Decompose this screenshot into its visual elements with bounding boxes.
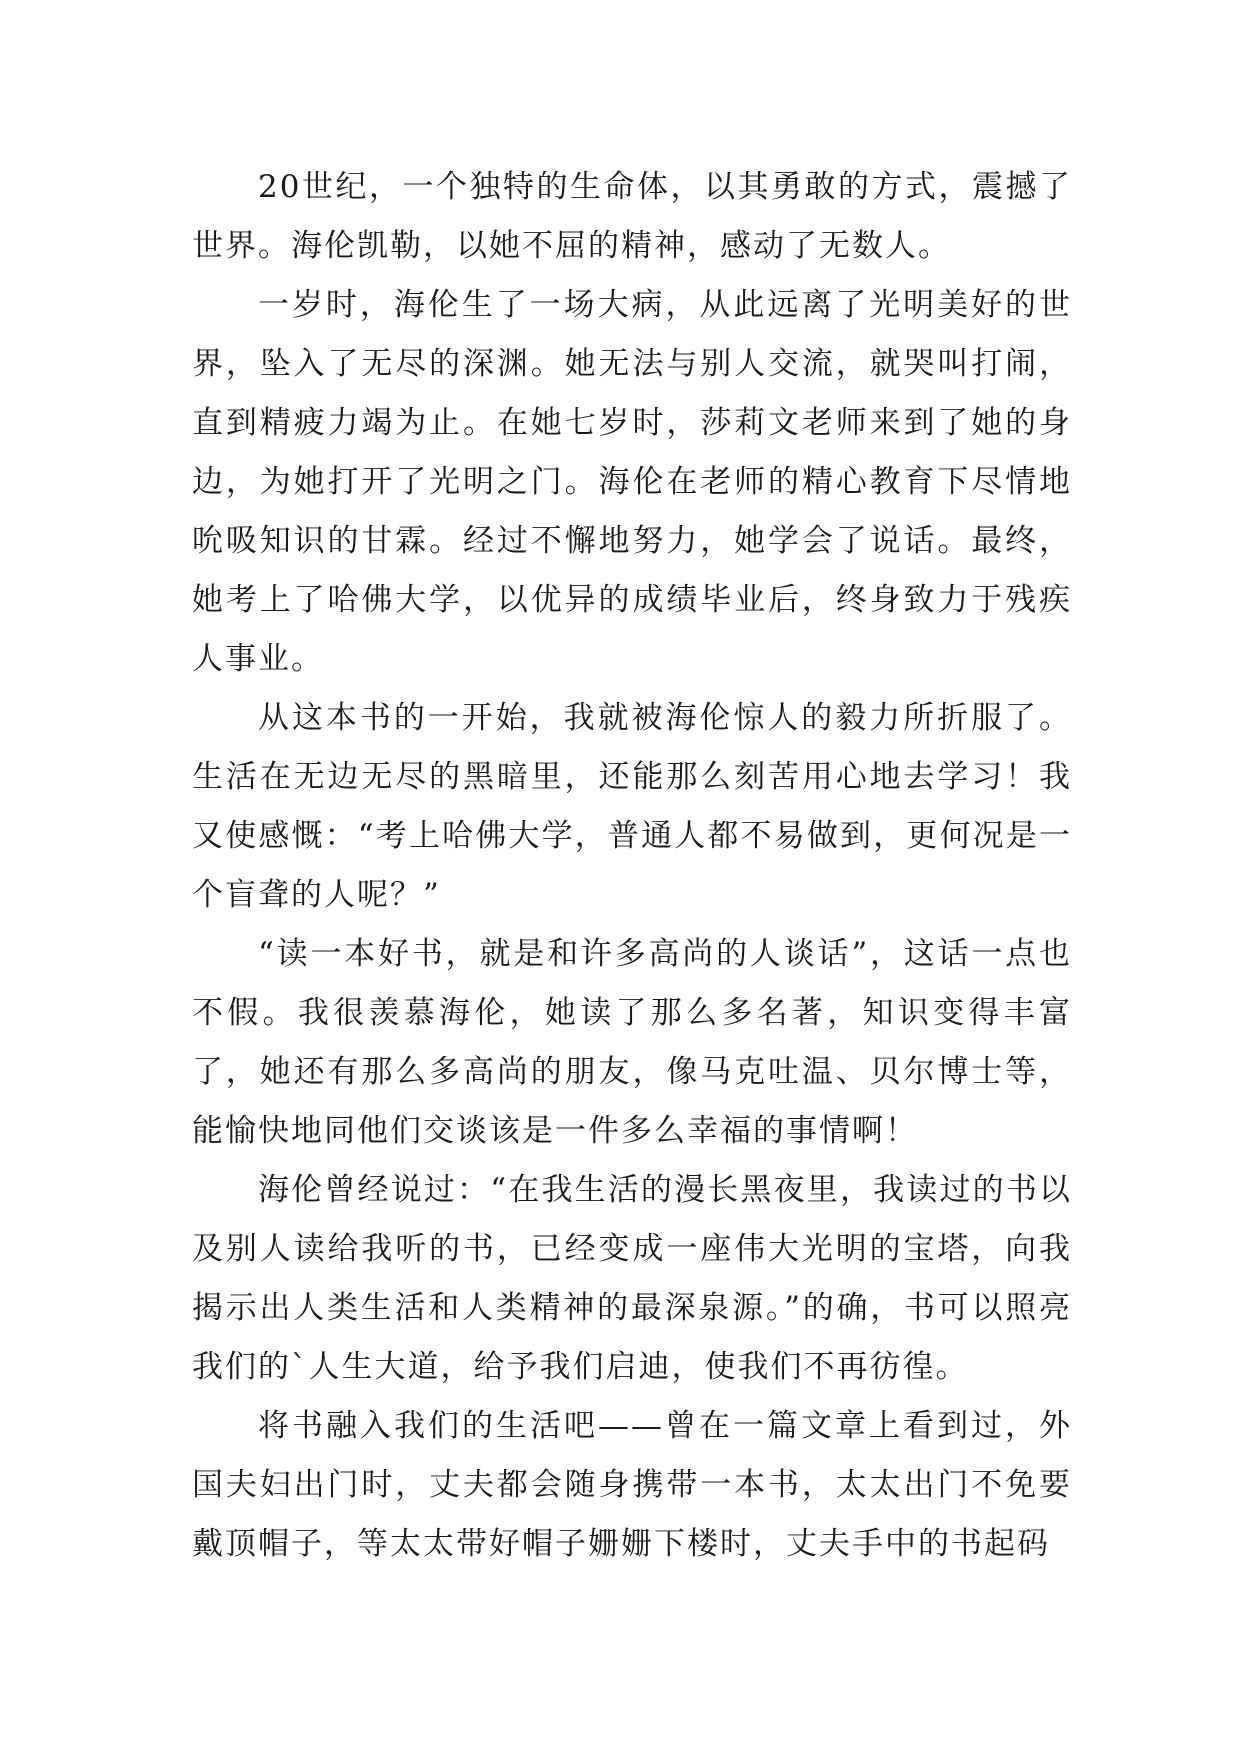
paragraph: 20世纪，一个独特的生命体，以其勇敢的方式，震撼了世界。海伦凯勒，以她不屈的精神，感动了无数人。 [192,169,1072,264]
paragraph: 一岁时，海伦生了一场大病，从此远离了光明美好的世界，坠入了无尽的深渊。她无法与别人交流，就哭叫打闹，直到精疲力竭为止。在她七岁时，莎莉文老师来到了她的身边，为她打开了光明之门。海伦在老师的精心教育下尽情地吮吸知识的甘霖。经过不懈地努力，她学会了说话。最终，她考上了哈佛大学，以优异的成绩毕业后，终身致力于残疾人事业。 [192,287,1072,677]
article-body [192,158,1072,1574]
paragraph: 将书融入我们的生活吧——曾在一篇文章上看到过，外国夫妇出门时，丈夫都会随身携带一本书，太太出门不免要戴顶帽子，等太太带好帽子姗姗下楼时，丈夫手中的书起码 [192,1408,1072,1562]
paragraph: “读一本好书，就是和许多高尚的人谈话”，这话一点也不假。我很羡慕海伦，她读了那么多名著，知识变得丰富了，她还有那么多高尚的朋友，像马克吐温、贝尔博士等，能愉快地同他们交谈该是一件多么幸福的事情啊！ [192,936,1072,1149]
paragraph: 从这本书的一开始，我就被海伦惊人的毅力所折服了。生活在无边无尽的黑暗里，还能那么刻苦用心地去学习！我又使感慨：“考上哈佛大学，普通人都不易做到，更何况是一个盲聋的人呢？” [192,700,1072,913]
paragraph: 海伦曾经说过：“在我生活的漫长黑夜里，我读过的书以及别人读给我听的书，已经变成一座伟大光明的宝塔，向我揭示出人类生活和人类精神的最深泉源。”的确，书可以照亮我们的`人生大道，给予我们启迪，使我们不再彷徨。 [192,1172,1072,1385]
